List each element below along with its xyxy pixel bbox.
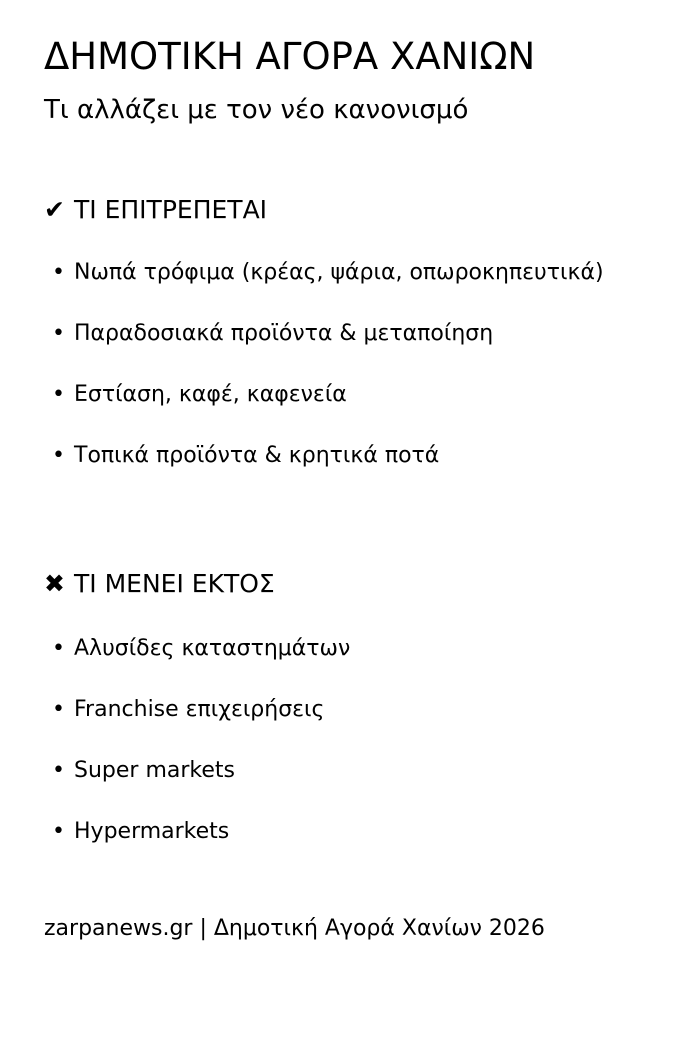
bullet-icon: •: [52, 382, 65, 407]
check-mark-icon: ✔: [44, 195, 65, 224]
list-item-text: Αλυσίδες καταστημάτων: [74, 636, 351, 661]
bullet-icon: •: [52, 443, 65, 468]
bullet-icon: •: [52, 697, 65, 722]
bullet-icon: •: [52, 636, 65, 661]
list-item-text: Εστίαση, καφέ, καφενεία: [74, 382, 347, 407]
list-item-text: Παραδοσιακά προϊόντα & μεταποίηση: [74, 321, 494, 346]
list-item: [52, 384, 604, 445]
list-item-text: Franchise επιχειρήσεις: [74, 697, 325, 722]
excluded-list: [52, 638, 350, 882]
bullet-icon: •: [52, 758, 65, 783]
list-item: [52, 821, 350, 882]
cross-mark-icon: ✖: [44, 569, 65, 598]
allowed-heading-label: ΤΙ ΕΠΙΤΡΕΠΕΤΑΙ: [74, 195, 268, 224]
allowed-list: [52, 262, 604, 506]
list-item: [52, 323, 604, 384]
excluded-section-heading: [44, 571, 275, 596]
bullet-icon: •: [52, 819, 65, 844]
footer-credit: zarpanews.gr | Δημοτική Αγορά Χανίων 2026: [44, 916, 545, 941]
bullet-icon: •: [52, 260, 65, 285]
list-item-text: Τοπικά προϊόντα & κρητικά ποτά: [74, 443, 440, 468]
list-item-text: Hypermarkets: [74, 819, 230, 844]
list-item: [52, 262, 604, 323]
bullet-icon: •: [52, 321, 65, 346]
list-item-text: Νωπά τρόφιμα (κρέας, ψάρια, οπωροκηπευτικά): [74, 260, 604, 285]
allowed-section-heading: [44, 197, 267, 222]
list-item: [52, 760, 350, 821]
page-subtitle: Τι αλλάζει με τον νέο κανονισμό: [44, 95, 469, 125]
page-title: ΔΗΜΟΤΙΚΗ ΑΓΟΡΑ ΧΑΝΙΩΝ: [44, 35, 536, 78]
excluded-heading-label: ΤΙ ΜΕΝΕΙ ΕΚΤΟΣ: [74, 569, 275, 598]
list-item-text: Super markets: [74, 758, 235, 783]
list-item: [52, 445, 604, 506]
list-item: [52, 638, 350, 699]
list-item: [52, 699, 350, 760]
